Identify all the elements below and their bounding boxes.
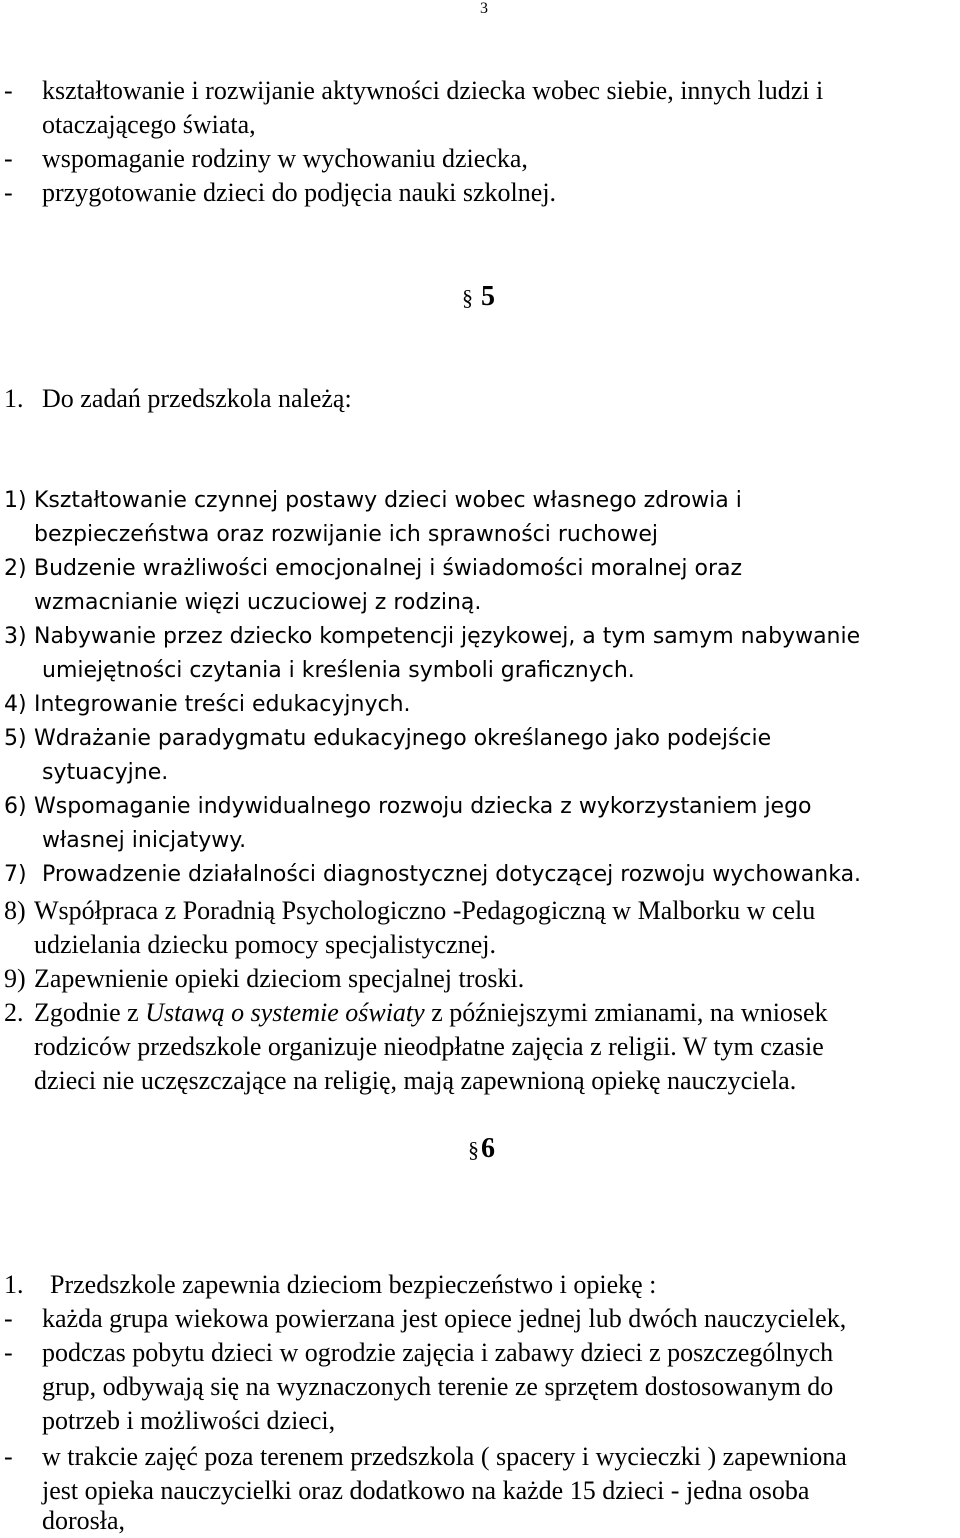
task-text-continued: udzielania dziecku pomocy specjalistycznej. bbox=[34, 930, 497, 959]
point-text: Przedszkole zapewnia dzieciom bezpieczeństwo i opiekę : bbox=[50, 1270, 657, 1299]
section-number: 6 bbox=[481, 1133, 495, 1164]
point-text-after: z późniejszymi zmianami, na wniosek bbox=[424, 998, 828, 1027]
list-item-text: podczas pobytu dzieci w ogrodzie zajęcia i zabawy dzieci z poszczególnych bbox=[42, 1338, 834, 1367]
list-item-text: kształtowanie i rozwijanie aktywności dziecka wobec siebie, innych ludzi i bbox=[42, 76, 824, 105]
list-marker: - bbox=[4, 1442, 13, 1471]
list-marker: - bbox=[4, 76, 13, 105]
task-text: Współpraca z Poradnią Psychologiczno -Pedagogiczną w Malborku w celu bbox=[34, 896, 816, 925]
list-marker: - bbox=[4, 178, 13, 207]
section-symbol: § bbox=[468, 1137, 479, 1162]
section-symbol: § bbox=[462, 285, 473, 310]
task-text: Zapewnienie opieki dzieciom specjalnej troski. bbox=[34, 964, 525, 993]
list-marker: - bbox=[4, 1338, 13, 1367]
list-item-text-continued: grup, odbywają się na wyznaczonych terenie ze sprzętem dostosowanym do bbox=[42, 1372, 834, 1401]
task-marker: 1) bbox=[4, 488, 27, 513]
point-marker: 1. bbox=[4, 1270, 24, 1299]
point-text-continued: dzieci nie uczęszczające na religię, mają zapewnioną opiekę nauczyciela. bbox=[34, 1066, 797, 1095]
task-text: Budzenie wrażliwości emocjonalnej i świadomości moralnej oraz bbox=[34, 556, 743, 581]
task-text: Integrowanie treści edukacyjnych. bbox=[34, 692, 411, 717]
point-text-before: Zgodnie z bbox=[34, 998, 146, 1027]
task-text-continued: umiejętności czytania i kreślenia symboli graficznych. bbox=[42, 658, 635, 683]
task-marker: 3) bbox=[4, 624, 27, 649]
task-marker: 6) bbox=[4, 794, 27, 819]
task-marker: 4) bbox=[4, 692, 27, 717]
section-number: 5 bbox=[481, 281, 495, 312]
task-marker: 9) bbox=[4, 964, 26, 993]
task-marker: 7) bbox=[4, 862, 27, 887]
task-text: Kształtowanie czynnej postawy dzieci wobec własnego zdrowia i bbox=[34, 488, 742, 513]
task-text-continued: własnej inicjatywy. bbox=[42, 828, 247, 853]
list-item-text-continued: dorosła, bbox=[42, 1506, 126, 1535]
list-item-text-continued: otaczającego świata, bbox=[42, 110, 256, 139]
task-text-continued: sytuacyjne. bbox=[42, 760, 169, 785]
list-marker: - bbox=[4, 1304, 13, 1333]
point-text: Do zadań przedszkola należą: bbox=[42, 384, 352, 413]
section-heading-5 bbox=[462, 280, 495, 315]
page-number: 3 bbox=[480, 0, 488, 17]
task-text: Prowadzenie działalności diagnostycznej dotyczącej rozwoju wychowanka. bbox=[42, 862, 862, 887]
point-marker: 2. bbox=[4, 998, 24, 1027]
list-marker: - bbox=[4, 144, 13, 173]
task-marker: 2) bbox=[4, 556, 27, 581]
task-text: Wspomaganie indywidualnego rozwoju dziecka z wykorzystaniem jego bbox=[34, 794, 812, 819]
list-item-text: każda grupa wiekowa powierzana jest opiece jednej lub dwóch nauczycielek, bbox=[42, 1304, 847, 1333]
task-text-continued: bezpieczeństwa oraz rozwijanie ich sprawności ruchowej bbox=[34, 522, 659, 547]
list-item-text: w trakcie zajęć poza terenem przedszkola ( spacery i wycieczki ) zapewniona bbox=[42, 1442, 847, 1471]
point-marker: 1. bbox=[4, 384, 24, 413]
list-item-text: przygotowanie dzieci do podjęcia nauki szkolnej. bbox=[42, 178, 557, 207]
task-text: Nabywanie przez dziecko kompetencji językowej, a tym samym nabywanie bbox=[34, 624, 861, 649]
task-marker: 8) bbox=[4, 896, 26, 925]
act-title: Ustawą o systemie oświaty bbox=[145, 998, 425, 1027]
list-item-text: wspomaganie rodziny w wychowaniu dziecka, bbox=[42, 144, 528, 173]
list-item-text-continued: potrzeb i możliwości dzieci, bbox=[42, 1406, 336, 1435]
task-text-continued: wzmacnianie więzi uczuciowej z rodziną. bbox=[34, 590, 482, 615]
point-text-continued: rodziców przedszkole organizuje nieodpłatne zajęcia z religii. W tym czasie bbox=[34, 1032, 824, 1061]
list-item-text-continued: jest opieka nauczycielki oraz dodatkowo na każde 15 dzieci - jedna osoba bbox=[42, 1476, 810, 1505]
task-text: Wdrażanie paradygmatu edukacyjnego określanego jako podejście bbox=[34, 726, 772, 751]
task-marker: 5) bbox=[4, 726, 27, 751]
section-heading-6 bbox=[468, 1132, 495, 1167]
point-text bbox=[34, 996, 828, 1030]
